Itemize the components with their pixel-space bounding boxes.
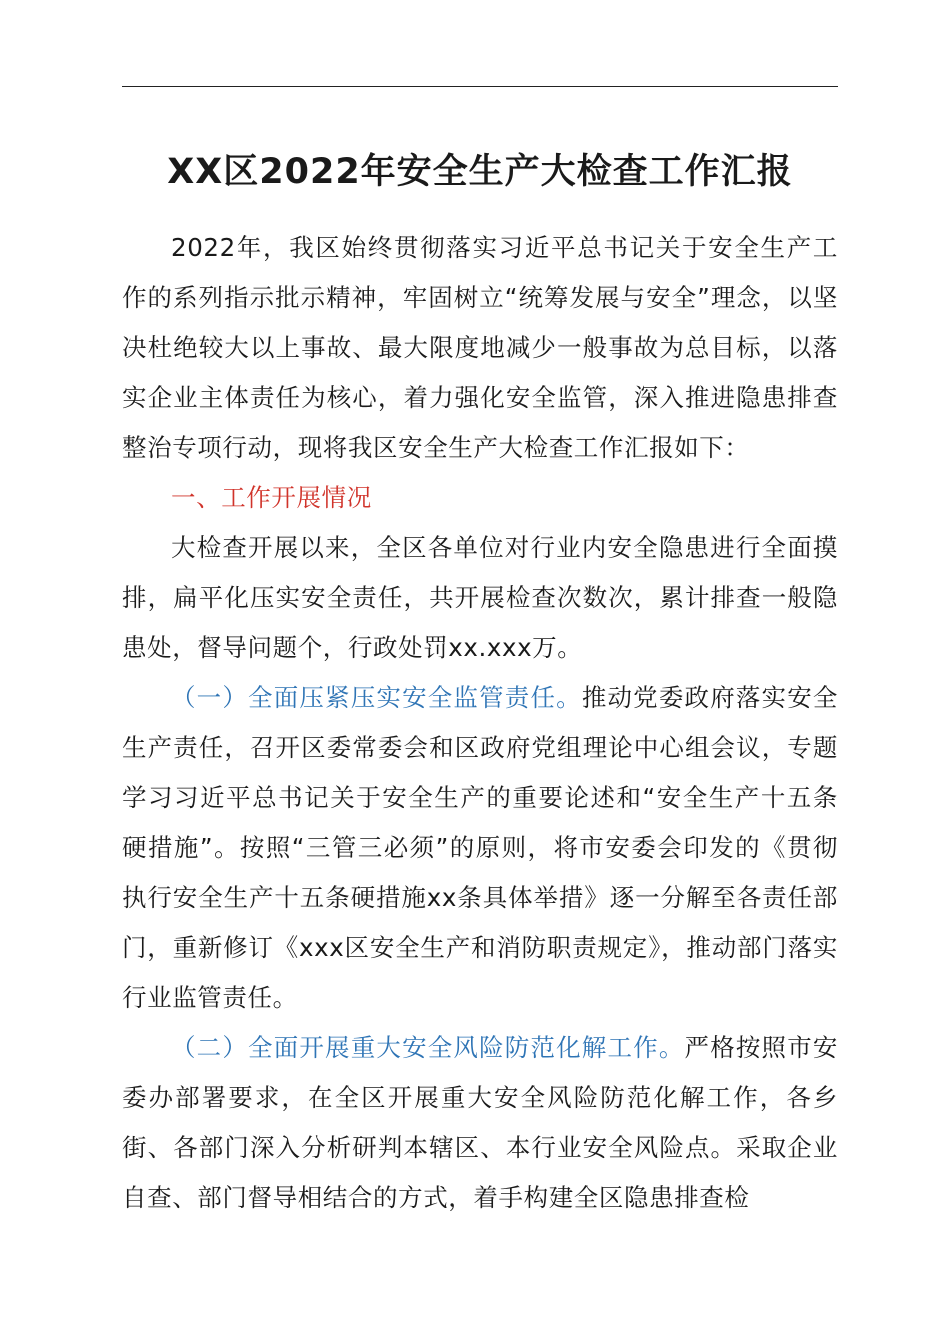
item-heading-2: （二）全面开展重大安全风险防范化解工作。 bbox=[171, 1033, 685, 1062]
section-paragraph: 大检查开展以来，全区各单位对行业内安全隐患进行全面摸排，扁平化压实安全责任，共开展检查次数次，累计排查一般隐患处，督导问题个，行政处罚xx.xxx万。 bbox=[122, 533, 838, 662]
document-body bbox=[122, 223, 838, 1223]
section-heading: 一、工作开展情况 bbox=[171, 483, 372, 512]
item-text-2: 严格按照市安委办部署要求，在全区开展重大安全风险防范化解工作，各乡街、各部门深入分析研判本辖区、本行业安全风险点。采取企业自查、部门督导相结合的方式，着手构建全区隐患排查检 bbox=[122, 1033, 838, 1212]
item-text-1: 推动党委政府落实安全生产责任，召开区委常委会和区政府党组理论中心组会议，专题学习习近平总书记关于安全生产的重要论述和“安全生产十五条硬措施”。按照“三管三必须”的原则，将市安委会印发的《贯彻执行安全生产十五条硬措施xx条具体举措》逐一分解至各责任部门，重新修订《xxx区安全生产和消防职责规定》，推动部门落实行业监管责任。 bbox=[122, 683, 838, 1012]
intro-paragraph: 2022年，我区始终贯彻落实习近平总书记关于安全生产工作的系列指示批示精神，牢固树立“统筹发展与安全”理念，以坚决杜绝较大以上事故、最大限度地减少一般事故为总目标，以落实企业主体责任为核心，着力强化安全监管，深入推进隐患排查整治专项行动，现将我区安全生产大检查工作汇报如下： bbox=[122, 233, 838, 462]
document-page bbox=[122, 0, 838, 1344]
header-rule bbox=[122, 86, 838, 87]
document-title: XX区2022年安全生产大检查工作汇报 bbox=[167, 152, 793, 192]
item-heading-1: （一）全面压紧压实安全监管责任。 bbox=[171, 683, 582, 712]
item-paragraph-2 bbox=[122, 1023, 838, 1223]
item-paragraph-1 bbox=[122, 673, 838, 1023]
